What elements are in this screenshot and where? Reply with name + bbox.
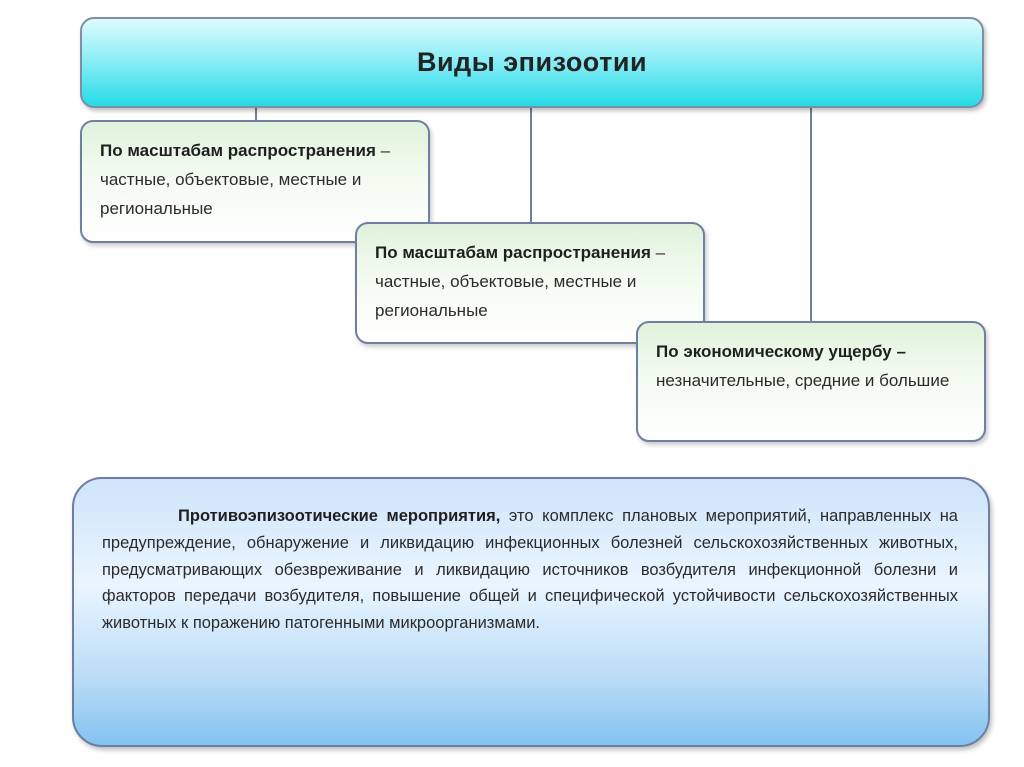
category-box-economic-damage bbox=[636, 321, 986, 442]
category-heading: По масштабам распространения bbox=[100, 141, 376, 160]
definition-paragraph bbox=[102, 503, 958, 637]
category-heading: По масштабам распространения bbox=[375, 243, 651, 262]
category-description: незначительные, средние и большие bbox=[656, 371, 950, 390]
definition-text: это комплекс плановых мероприятий, направленных на предупреждение, обнаружение и ликвидацию инфекционных болезней сельскохозяйственных животных, предусматривающих обезвреживание и ликвидацию источников возбудителя инфекционной болезни и факторов передачи возбудителя, повышение общей и специфической устойчивости сельскохозяйственных животных к поражению патогенными микроорганизмами. bbox=[102, 507, 958, 633]
category-heading: По экономическому ущербу – bbox=[656, 342, 906, 361]
diagram-title-box bbox=[80, 17, 984, 108]
category-description: – частные, объектовые, местные и региональные bbox=[375, 243, 666, 320]
diagram-title: Виды эпизоотии bbox=[416, 47, 648, 77]
category-description: – частные, объектовые, местные и региональные bbox=[100, 141, 391, 218]
definition-term: Противоэпизоотические мероприятия, bbox=[178, 507, 501, 525]
definition-box bbox=[72, 477, 990, 747]
